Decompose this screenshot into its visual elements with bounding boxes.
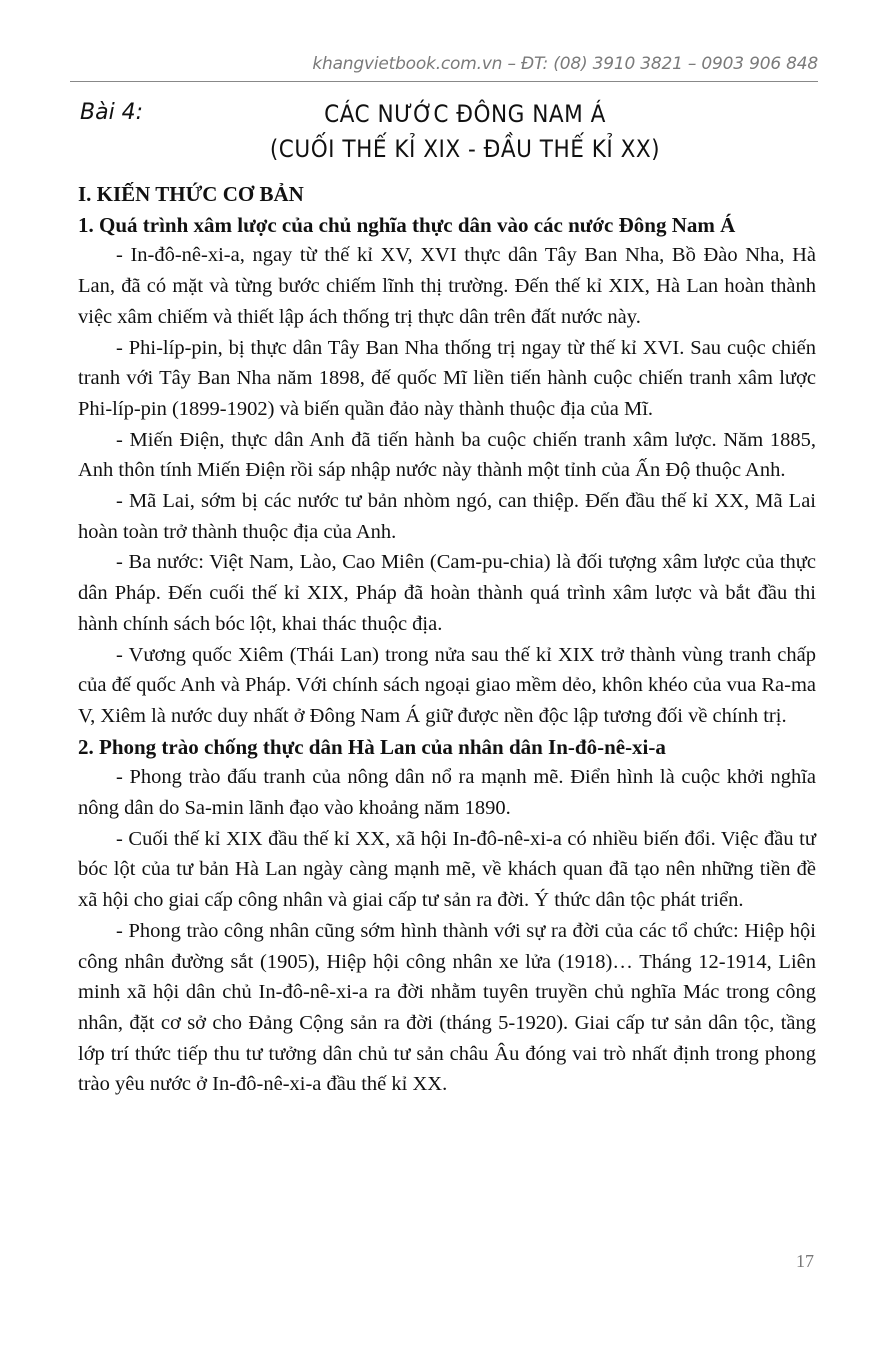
lesson-label: Bài 4: xyxy=(80,100,144,125)
subsection-heading-1: 1. Quá trình xâm lược của chủ nghĩa thực dân vào các nước Đông Nam Á xyxy=(78,212,736,237)
lesson-title-line-1: CÁC NƯỚC ĐÔNG NAM Á xyxy=(324,100,606,128)
page-number: 17 xyxy=(796,1251,814,1271)
paragraph: - Phong trào đấu tranh của nông dân nổ ra mạnh mẽ. Điển hình là cuộc khởi nghĩa nông dân do Sa-min lãnh đạo vào khoảng năm 1890. xyxy=(78,766,816,820)
section-heading: I. KIẾN THỨC CƠ BẢN xyxy=(78,182,304,206)
paragraph: - Vương quốc Xiêm (Thái Lan) trong nửa sau thế kỉ XIX trở thành vùng tranh chấp của đế quốc Anh và Pháp. Với chính sách ngoại giao mềm dẻo, khôn khéo của vua Ra-ma V, Xiêm là nước duy nhất ở Đông Nam Á giữ được nền độc lập tương đối về chính trị. xyxy=(78,643,816,727)
lesson-title-line-2: (CUỐI THẾ KỈ XIX - ĐẦU THẾ KỈ XX) xyxy=(269,135,661,163)
subsection-heading-2: 2. Phong trào chống thực dân Hà Lan của nhân dân In-đô-nê-xi-a xyxy=(78,734,666,759)
paragraph: - Ba nước: Việt Nam, Lào, Cao Miên (Cam-pu-chia) là đối tượng xâm lược của thực dân Pháp. Đến cuối thế kỉ XIX, Pháp đã hoàn thành quá trình xâm lược và bắt đầu thi hành chính sách bóc lột, khai thác thuộc địa. xyxy=(78,551,816,635)
paragraph: - Cuối thế kỉ XIX đầu thế kỉ XX, xã hội In-đô-nê-xi-a có nhiều biến đổi. Việc đầu tư bóc lột của tư bản Hà Lan ngày càng mạnh mẽ, về khách quan đã tạo nên những tiền đề xã hội cho giai cấp công nhân và giai cấp tư sản ra đời. Ý thức dân tộc phát triển. xyxy=(78,827,816,912)
running-header: khangvietbook.com.vn – ĐT: (08) 3910 3821 – 0903 906 848 xyxy=(312,54,818,74)
page-body xyxy=(78,179,816,1100)
paragraph: - Phong trào công nhân cũng sớm hình thành với sự ra đời của các tổ chức: Hiệp hội công nhân đường sắt (1905), Hiệp hội công nhân xe lửa (1918)… Tháng 12-1914, Liên minh xã hội dân chủ In-đô-nê-xi-a ra đời nhằm tuyên truyền chủ nghĩa Mác trong công nhân, đặt cơ sở cho Đảng Cộng sản ra đời (tháng 5-1920). Giai cấp tư sản dân tộc, tầng lớp trí thức tiếp thu tư tưởng dân chủ tư sản châu Âu đóng vai trò nhất định trong phong trào yêu nước ở In-đô-nê-xi-a đầu thế kỉ XX. xyxy=(78,919,816,1096)
paragraph: - Phi-líp-pin, bị thực dân Tây Ban Nha thống trị ngay từ thế kỉ XVI. Sau cuộc chiến tranh với Tây Ban Nha năm 1898, đế quốc Mĩ liền tiến hành cuộc chiến tranh xâm lược Phi-líp-pin (1899-1902) và biến quần đảo này thành thuộc địa của Mĩ. xyxy=(78,336,816,420)
header-divider xyxy=(70,81,818,82)
paragraph: - In-đô-nê-xi-a, ngay từ thế kỉ XV, XVI thực dân Tây Ban Nha, Bồ Đào Nha, Hà Lan, đã có mặt và từng bước chiếm lĩnh thị trường. Đến thế kỉ XIX, Hà Lan hoàn thành việc xâm chiếm và thiết lập ách thống trị thực dân trên đất nước này. xyxy=(78,244,816,328)
paragraph: - Miến Điện, thực dân Anh đã tiến hành ba cuộc chiến tranh xâm lược. Năm 1885, Anh thôn tính Miến Điện rồi sáp nhập nước này thành một tỉnh của Ấn Độ thuộc Anh. xyxy=(78,428,816,482)
paragraph: - Mã Lai, sớm bị các nước tư bản nhòm ngó, can thiệp. Đến đầu thế kỉ XX, Mã Lai hoàn toàn trở thành thuộc địa của Anh. xyxy=(78,490,816,543)
